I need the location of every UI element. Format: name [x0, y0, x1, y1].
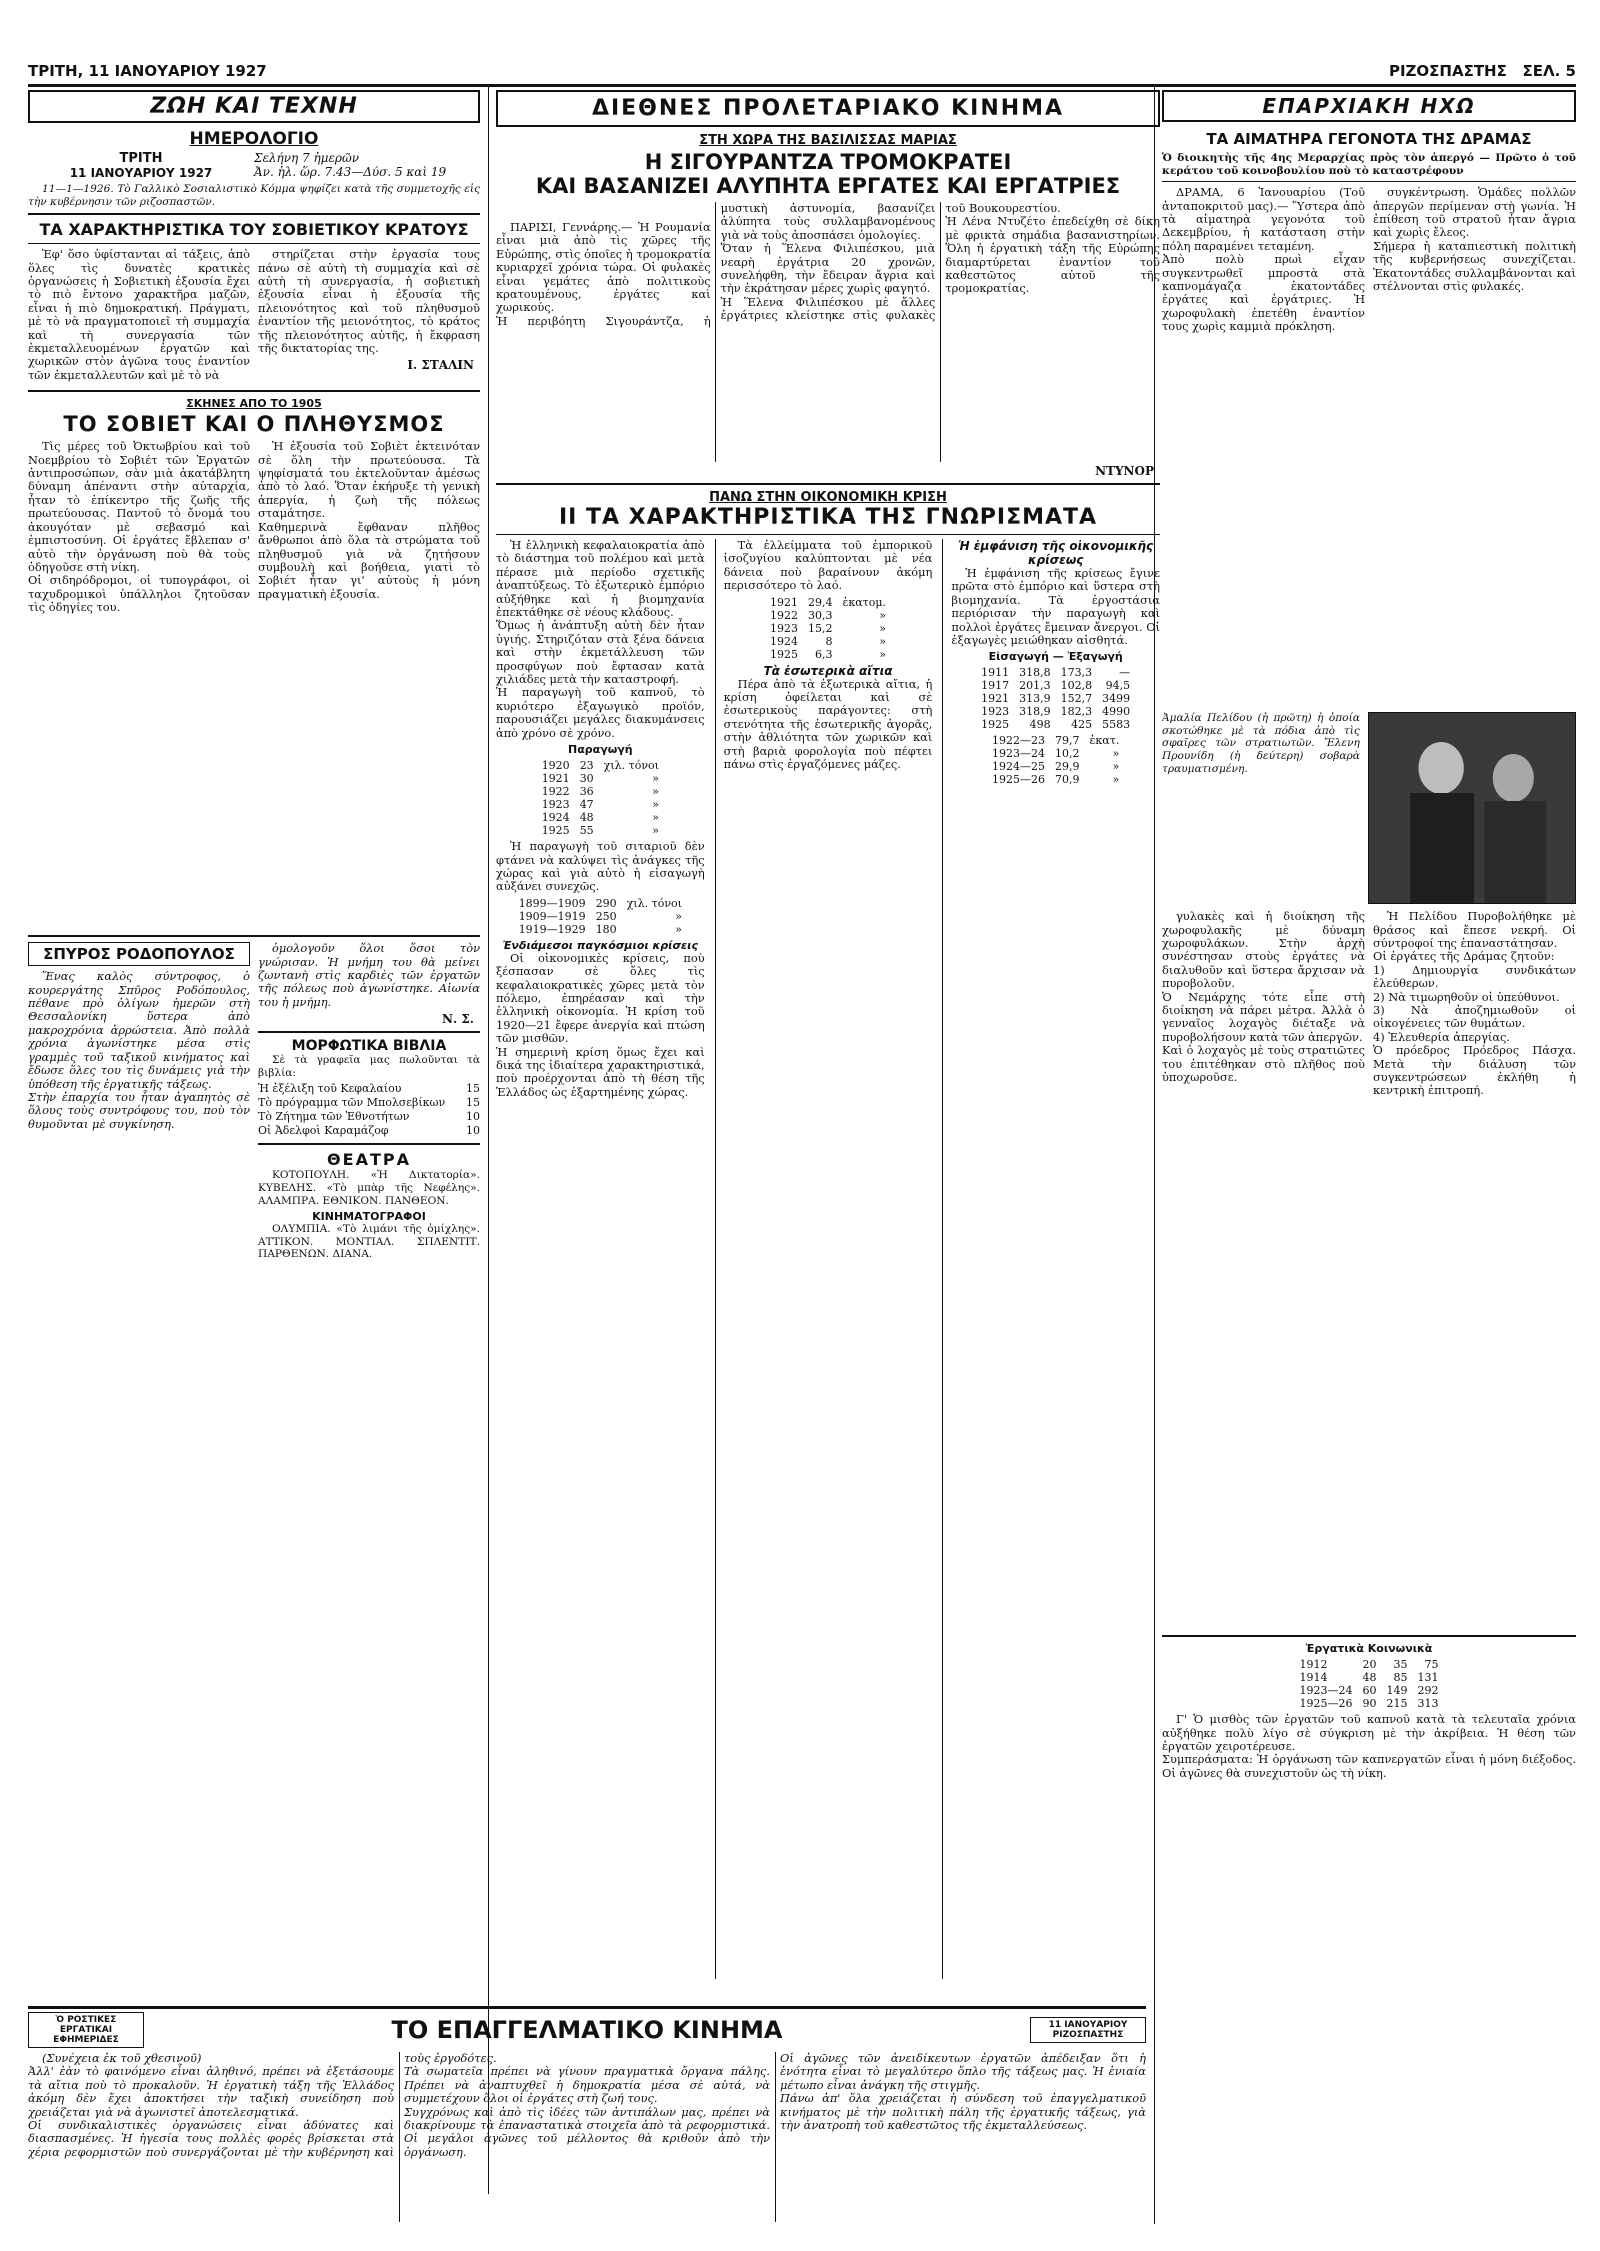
table-cell: 3499 — [1102, 692, 1131, 706]
divider — [258, 1031, 480, 1033]
page-number-header — [1389, 62, 1576, 80]
table-row — [765, 622, 891, 635]
table-row — [765, 609, 891, 622]
sovietpop-kicker: ΣΚΗΝΕΣ ΑΠΟ ΤΟ 1905 — [186, 397, 322, 411]
romania-article — [496, 133, 1160, 478]
table-cell: 1923 — [981, 705, 1010, 719]
table-cell: » — [652, 811, 659, 825]
table-cell: 1923 — [541, 798, 570, 812]
table-cell: 36 — [579, 785, 594, 799]
table1-head: Παραγωγή — [568, 743, 633, 757]
union-text: (Συνέχεια ἐκ τοῦ χθεσινοῦ) Ἀλλ' ἐὰν τὸ φαινόμενο εἶναι ἀληθινό, πρέπει νὰ ἐξετάσουμε τὰ αἴτια ποὺ τὸ προκαλοῦν. Ἡ ἐργατικὴ τάξη τῆς Ἑλλάδος ἀκόμη δὲν ἔχει ἀποκτήσει τὴν ταξικὴ συνείδηση ποὺ χρειάζεται γιὰ νὰ ἀγωνιστεῖ ἀποτελεσματικά. Οἱ συνδικαλιστικὲς ὀργανώσεις εἶναι ἀδύνατες καὶ διασπασμένες. Ἡ ἡγεσία τους πολλὲς φορὲς βρίσκεται στὰ χέρια ρεφορμιστῶν ποὺ συνεργάζονται μὲ τὴν κυβέρνηση καὶ τοὺς ἐργοδότες. Τὰ σωματεῖα πρέπει νὰ γίνουν πραγματικὰ ὄργανα πάλης. Πρέπει νὰ ἀναπτυχθεῖ ἡ δημοκρατία μέσα σὲ αὐτά, νὰ συμμετέχουν ὅλοι οἱ ἐργάτες στὴ ζωή τους. Συγχρόνως καὶ ἀπὸ τὶς ἰδέες τῶν ἀντιπάλων μας, πρέπει νὰ διακρίνουμε τὰ ἐπαναστατικὰ στοιχεῖα ἀπὸ τὰ ρεφορμιστικά. Οἱ μεγάλοι ἀγῶνες τοῦ μέλλοντος θὰ κριθοῦν ἀπὸ τὴν ὀργάνωση. Οἱ ἀγῶνες τῶν ἀνειδίκευτων ἐργατῶν ἀπέδειξαν ὅτι ἡ ἑνότητα εἶναι τὸ μεγαλύτερο ὅπλο τῆς τάξεως μας. Ἡ ἑνιαία μέτωπο εἶναι ἀνάγκη τῆς στιγμῆς. Πάνω ἀπ' ὅλα χρειάζεται ἡ σύνδεση τοῦ ἐπαγγελματικοῦ κινήματος μὲ τὴν πολιτικὴ πάλη τῆς ἐργατικῆς τάξεως, γιὰ τὴν ἀνατροπὴ τοῦ καθεστῶτος τῆς ἐκμεταλλεύσεως. — [28, 2051, 1146, 2159]
table-cell: 29,9 — [1055, 760, 1080, 774]
wages-table — [1295, 1658, 1444, 1710]
table-cell: 1922 — [769, 608, 798, 622]
box-left-label: Ὁ ΡΟΣΤΙΚΕΣ ΕΡΓΑΤΙΚΑΙ ΕΦΗΜΕΡΙΔΕΣ — [28, 2012, 144, 2048]
table-cell: ἑκατομ. — [842, 595, 887, 609]
section-international: ΔΙΕΘΝΕΣ ΠΡΟΛΕΤΑΡΙΑΚΟ ΚΙΝΗΜΑ — [496, 90, 1160, 127]
table-cell: 1925—26 — [1299, 1697, 1353, 1711]
table-cell: 1909—1919 — [518, 909, 586, 923]
romania-body — [496, 202, 1160, 462]
drama-col1: ΔΡΑΜΑ, 6 Ἰανουαρίου (Τοῦ ἀνταποκριτοῦ μας).— Ὕστερα ἀπὸ τὰ αἱματηρὰ γεγονότα τοῦ Δεκεμβρίου, ἡ κατάσταση στὴν πόλη παραμένει τεταμένη. Ἀπὸ πολὺ πρωὶ εἶχαν συγκεντρωθεῖ μπροστὰ στὰ καπνομάγαζα ἑκατοντάδες ἐργάτες καὶ ἐργάτριες. Ἡ χωροφυλακὴ ἐπετέθη ἐναντίον τους χωρὶς καμμιὰ πρόκληση. — [1162, 186, 1365, 334]
table-cell: 1925 — [981, 718, 1010, 732]
table-row — [987, 760, 1124, 773]
table-row — [987, 773, 1124, 786]
theatre-title: ΘΕΑΤΡΑ — [327, 1150, 411, 1170]
book-item: Ἡ ἐξέλιξη τοῦ Κεφαλαίου 15 — [258, 1082, 480, 1096]
table-cell: » — [675, 909, 682, 923]
sovietpop-col1: Τὶς μέρες τοῦ Ὀκτωβρίου καὶ τοῦ Νοεμβρίου τὸ Σοβιέτ τῶν Ἐργατῶν ἀντιπροσώπων, σὰν μιὰ ἀκατάβλητη δύναμη ἀπέναντι στὴν αὐταρχία, ἦταν τὸ ἐπίκεντρο τῆς ζωῆς τῆς πρωτεύουσας. Παντοῦ τὸ ὄνομά του ἀκουγόταν μὲ σεβασμό καὶ ἐμπιστοσύνη. Οἱ ἐργάτες ἔβλεπαν σ' αὐτὸ τὴν ὀργάνωση ποὺ θὰ τοὺς ὁδηγοῦσε στὴ νίκη. Οἱ σιδηρόδρομοι, οἱ τυπογράφοι, οἱ ταχυδρομικοὶ ὑπάλληλοι ζητοῦσαν τὶς ὁδηγίες του. — [28, 440, 250, 615]
crisis-kicker: ΠΑΝΩ ΣΤΗΝ ΟΙΚΟΝΟΜΙΚΗ ΚΡΙΣΗ — [709, 490, 947, 505]
table-cell: » — [1112, 760, 1120, 774]
table-row — [537, 785, 664, 798]
romania-title1: Η ΣΙΓΟΥΡΑΝΤΖΑ ΤΡΟΜΟΚΡΑΤΕΙ — [644, 150, 1012, 174]
book-item: Οἱ Ἀδελφοὶ Καραμάζοφ 10 — [258, 1124, 480, 1138]
victims-photo — [1368, 712, 1576, 904]
production-table — [537, 759, 664, 837]
union-article — [28, 2012, 1146, 2222]
lower-left-block — [28, 942, 480, 1613]
table-cell: 70,9 — [1055, 773, 1080, 787]
cinema-text: ΟΛΥΜΠΙΑ. «Τὸ λιμάνι τῆς ὁμίχλης». ΑΤΤΙΚΟΝ. ΜΟΝΤΙΑΛ. ΣΠΛΕΝΤΙΤ. ΠΑΡΘΕΝΩΝ. ΔΙΑΝΑ. — [258, 1223, 480, 1261]
crisis-title: ΙΙ ΤΑ ΧΑΡΑΚΤΗΡΙΣΤΙΚΑ ΤΗΣ ΓΝΩΡΙΣΜΑΤΑ — [558, 505, 1098, 530]
table-cell: 1925 — [769, 647, 798, 661]
table-cell: 1924—25 — [992, 760, 1046, 774]
crisis-col3 — [942, 539, 1160, 1979]
table-cell: 1925 — [541, 824, 570, 838]
table-cell: 1924 — [541, 811, 570, 825]
table-cell: 1911 — [981, 666, 1010, 680]
subhead-crises: Ἐνδιάμεσοι παγκόσμιοι κρίσεις — [502, 938, 698, 952]
almanac-sun: Ἀν. ἡλ. ὥρ. 7.43—Δύσ. 5 καὶ 19 — [254, 165, 447, 179]
crisis-article — [496, 490, 1160, 1979]
bottom-rule — [28, 2006, 1146, 2009]
table-cell: 1923—24 — [1299, 1684, 1353, 1698]
table-cell: » — [652, 798, 659, 812]
crisis-text3: Οἱ οἰκονομικὲς κρίσεις, ποὺ ξέσπασαν σὲ ὅλες τὶς κεφαλαιοκρατικὲς χῶρες μετὰ τὸν πόλεμο, ἐπηρέασαν καὶ τὴν ἑλληνικὴ οἰκονομία. Ἡ κρίση τοῦ 1920—21 ἔφερε ἀνεργία καὶ πτώση τῶν μισθῶν. Ἡ σημερινὴ κρίση ὅμως ἔχει καὶ δικά της ἰδιαίτερα χαρακτηριστικά, ποὺ προέρχονται ἀπὸ τὴ θέση τῆς Ἑλλάδος ὡς ἐξαρτημένης χώρας. — [496, 950, 705, 1099]
table-row — [537, 772, 664, 785]
wheat-table — [514, 897, 687, 936]
table-cell: 29,4 — [807, 595, 833, 609]
almanac — [28, 129, 480, 208]
table-cell: » — [1112, 747, 1120, 761]
table-cell: 5583 — [1102, 718, 1131, 732]
table-cell: 1924 — [769, 634, 798, 648]
soviet-state-col1: Ἐφ' ὅσο ὑφίστανται αἱ τάξεις, ἀπὸ ὅλες τὶς δυνατὲς κρατικὲς ὀργανώσεις ἡ Σοβιετικὴ ἐξουσία ἔχει τὸ πιὸ ἔντονο χαρακτῆρα μαζῶν, εἶναι ἡ πιὸ δημοκρατική. Πράγματι, μὲ τὸ νὰ πραγματοποιεῖ τὴ συμμαχία καὶ τὴ συνεργασία τῶν ἐκμεταλλευομένων ἐργατῶν καὶ χωρικῶν στὸν ἀγῶνα τους ἐναντίον τῶν ἐκμεταλλευτῶν καὶ μὲ τὸ νὰ — [28, 247, 250, 382]
center-column — [496, 84, 1160, 2004]
table-cell: 85 — [1393, 1671, 1408, 1685]
romania-title2: ΚΑΙ ΒΑΣΑΝΙΖΕΙ ΑΛΥΠΗΤΑ ΕΡΓΑΤΕΣ ΚΑΙ ΕΡΓΑΤΡΙΕΣ — [535, 174, 1121, 198]
almanac-moon: Σελήνη 7 ἡμερῶν — [254, 151, 360, 165]
divider — [258, 1143, 480, 1145]
deficit-table — [987, 734, 1124, 786]
table-cell: 94,5 — [1105, 679, 1131, 693]
rodopoulos-title: ΣΠΥΡΟΣ ΡΟΔΟΠΟΥΛΟΣ — [28, 942, 250, 966]
table-row — [514, 910, 687, 923]
soviet-state-col2: στηρίζεται στὴν ἐργασία τους πάνω σὲ αὐτὴ τὴ συμμαχία καὶ σὲ αὐτὴ τὴ συνεργασία, ἡ σοβιετικὴ ἐξουσία εἶναι ἡ ἐξουσία τῆς πλειονότητος καὶ τοῦ πληθυσμοῦ ἐναντίον τῆς μειονότητος, τὸ κράτος τῆς πλειονότητος αὐτῆς, ἡ ἔκφραση τῆς δικτατορίας της. — [258, 247, 480, 356]
column-rule — [1154, 84, 1155, 2224]
table-cell: 48 — [1362, 1671, 1377, 1685]
drama-col2: συγκέντρωση. Ὁμάδες πολλῶν ἀπεργῶν περίμεναν στὴ γωνία. Ἡ ἐπίθεση τοῦ στρατοῦ ἦταν ἄγρια καὶ χωρὶς ἔλεος. Σήμερα ἡ καταπιεστικὴ πολιτικὴ τῆς κυβερνήσεως συνεχίζεται. Ἐκατοντάδες συλλαμβάνονται καὶ στέλνονται στὶς φυλακές. — [1373, 186, 1576, 294]
signature-stalin: Ι. ΣΤΑΛΙΝ — [407, 358, 474, 373]
issue-date: ΤΡΙΤΗ, 11 ΙΑΝΟΥΑΡΙΟΥ 1927 — [28, 62, 267, 80]
theatre-text: ΚΟΤΟΠΟΥΛΗ. «Ἡ Δικτατορία». ΚΥΒΕΛΗΣ. «Τὸ μπὰρ τῆς Νεφέλης». ΑΛΑΜΠΡΑ. ΕΘΝΙΚΟΝ. ΠΑΝΘΕΟΝ. — [258, 1169, 480, 1207]
table-row — [976, 705, 1135, 718]
table-row — [987, 734, 1124, 747]
photo-block — [1162, 712, 1576, 904]
table-cell: 313,9 — [1019, 692, 1051, 706]
table-cell: 180 — [595, 922, 617, 936]
table-cell: 292 — [1417, 1684, 1439, 1698]
soviet-population-article — [28, 397, 480, 930]
drama-title: ΤΑ ΑΙΜΑΤΗΡΑ ΓΕΓΟΝΟΤΑ ΤΗΣ ΔΡΑΜΑΣ — [1206, 130, 1532, 148]
page-label: ΣΕΛ. 5 — [1522, 62, 1576, 80]
crisis-text4: Πέρα ἀπὸ τὰ ἐξωτερικὰ αἴτια, ἡ κρίση ὀφείλεται καὶ σὲ ἐσωτερικοὺς παράγοντες: στὴ στενότητα τῆς ἐσωτερικῆς ἀγορᾶς, στὴν ἀθλιότητα τῶν χωρικῶν καὶ στὴ βαριὰ φορολογία ποὺ πέφτει πάνω στὶς ἐργαζόμενες μάζες. — [723, 676, 933, 772]
table-cell: 60 — [1362, 1684, 1377, 1698]
rodopoulos-initials: Ν. Σ. — [442, 1012, 474, 1027]
divider — [28, 243, 480, 244]
table-cell: 30,3 — [807, 608, 833, 622]
table-cell: 1923 — [769, 621, 798, 635]
photo-image — [1369, 713, 1575, 903]
section-eparxiaki-ixo: ΕΠΑΡΧΙΑΚΗ ΗΧΩ — [1162, 90, 1576, 122]
emigration-table — [765, 596, 891, 661]
romania-text: ΠΑΡΙΣΙ, Γεννάρης.— Ἡ Ρουμανία εἶναι μιὰ ἀπὸ τὶς χῶρες τῆς Εὐρώπης, στὶς ὁποῖες ἡ τρομοκρατία κυριαρχεῖ χρόνια τώρα. Οἱ φυλακὲς εἶναι γεμάτες ἀπὸ πολιτικοὺς κρατουμένους, ἐργάτες καὶ χωρικούς. Ἡ περιβόητη Σιγουράντζα, ἡ μυστικὴ ἀστυνομία, βασανίζει ἀλύπητα τοὺς συλλαμβανομένους γιὰ νὰ τοὺς ἀποσπάσει ὁμολογίες. Ὅταν ἡ Ἕλενα Φιλιπέσκου, μιὰ νεαρὴ ἐργάτρια 20 χρονῶν, συνελήφθη, τὴν ἔδειραν ἄγρια καὶ τὴν ἐκράτησαν μέρες χωρὶς φαγητό. Ἡ Ἕλενα Φιλιπέσκου μὲ ἄλλες ἐργάτριες κλείστηκε στὶς φυλακὲς τοῦ Βουκουρεστίου. Ἡ Λένα Ντυζέτο ἐπεδείχθη σὲ δίκη μὲ φρικτὰ σημάδια βασανιστηρίων. Ὅλη ἡ ἐργατικὴ τάξη τῆς Εὐρώπης διαμαρτύρεται ἐναντίον τοῦ καθεστῶτος αὐτοῦ τῆς τρομοκρατίας. — [496, 201, 1160, 328]
table-cell: » — [879, 621, 887, 635]
divider — [28, 935, 480, 937]
divider — [28, 213, 480, 215]
books-title: ΜΟΡΦΩΤΙΚΑ ΒΙΒΛΙΑ — [291, 1038, 447, 1055]
table-cell: 15,2 — [807, 621, 833, 635]
table-cell: 201,3 — [1019, 679, 1051, 693]
table-cell: 1899—1909 — [518, 896, 586, 910]
table-cell: 152,7 — [1060, 692, 1093, 706]
almanac-info — [28, 151, 480, 180]
table-cell: 1920 — [541, 759, 570, 773]
table-cell: 149 — [1386, 1684, 1408, 1698]
table-cell: χιλ. τόνοι — [603, 759, 659, 773]
sovietpop-title: ΤΟ ΣΟΒΙΕΤ ΚΑΙ Ο ΠΛΗΘΥΣΜΟΣ — [63, 412, 445, 437]
table-cell: 498 — [1029, 718, 1051, 732]
table-cell: — — [1119, 666, 1131, 680]
table-cell: » — [879, 634, 887, 648]
union-title: ΤΟ ΕΠΑΓΓΕΛΜΑΤΙΚΟ ΚΙΝΗΜΑ — [391, 2016, 783, 2044]
right-column — [1162, 84, 1576, 2224]
crisis-text: Ἡ ἑλληνικὴ κεφαλαιοκρατία ἀπὸ τὸ διάστημα τοῦ πολέμου καὶ μετὰ πέρασε μιὰ περίοδο σχετικῆς ἀναπτύξεως. Τὸ ἐξωτερικὸ ἐμπόριο αὐξήθηκε καὶ ἡ βιομηχανία ἐπεκτάθηκε σὲ νέους κλάδους. Ὅμως ἡ ἀνάπτυξη αὐτὴ δὲν ἦταν ὑγιής. Στηριζόταν στὰ ξένα δάνεια καὶ στὴν ἐκμετάλλευση τῶν προσφύγων ποὺ ἔφτασαν κατὰ χιλιάδες μετὰ τὴν καταστροφή. Ἡ παραγωγὴ τοῦ καπνοῦ, τὸ κυριότερο ἐξαγωγικὸ προϊόν, παρουσιάζει μεγάλες διακυμάνσεις ἀπὸ χρόνο σὲ χρόνο. — [496, 539, 705, 740]
table-cell: » — [652, 785, 659, 799]
divider — [28, 390, 480, 392]
almanac-date: 11 ΙΑΝΟΥΑΡΙΟΥ 1927 — [69, 166, 213, 180]
table-row — [537, 798, 664, 811]
drama-bottom — [1162, 910, 1576, 1630]
books-list — [258, 1082, 480, 1138]
table-cell: 1923—24 — [992, 747, 1046, 761]
table-cell: » — [1112, 773, 1120, 787]
drama-bottom-text: Γ' Ὁ μισθὸς τῶν ἐργατῶν τοῦ καπνοῦ κατὰ τὰ τελευταῖα χρόνια αὐξήθηκε πολὺ λίγο σὲ σύγκριση μὲ τὴν ἀκρίβεια. Ἡ θέση τῶν ἐργατῶν χειροτέρευσε. Συμπεράσματα: Ἡ ὀργάνωση τῶν καπνεργατῶν εἶναι ἡ μόνη διέξοδος. Οἱ ἀγῶνες θὰ συνεχιστοῦν ὡς τὴ νίκη. — [1162, 1712, 1576, 1780]
crisis-text2: Ἡ παραγωγὴ τοῦ σιταριοῦ δὲν φτάνει νὰ καλύψει τὶς ἀνάγκες τῆς χώρας καὶ γιὰ αὐτὸ ἡ εἰσαγωγὴ αὐξάνει συνεχῶς. — [496, 839, 705, 894]
table-row — [976, 718, 1135, 731]
table-cell: » — [879, 647, 887, 661]
left-column — [28, 84, 480, 2174]
table-cell: 30 — [579, 772, 594, 786]
almanac-title: ΗΜΕΡΟΛΟΓΙΟ — [189, 129, 319, 149]
table-cell: 290 — [595, 896, 617, 910]
drama-top — [1162, 186, 1576, 706]
union-body — [28, 2052, 1146, 2222]
table-cell: 1912 — [1299, 1658, 1328, 1672]
table4-head: Εἰσαγωγή — Ἐξαγωγή — [988, 650, 1123, 664]
books-intro: Σὲ τὰ γραφεῖα μας πωλοῦνται τὰ βιβλία: — [258, 1054, 480, 1079]
table-cell: 131 — [1417, 1671, 1439, 1685]
almanac-event: 11—1—1926. Τὸ Γαλλικὸ Σοσιαλιστικὸ Κόμμα ψηφίζει κατὰ τῆς συμμετοχῆς εἰς τὴν κυβέρνησιν τῶν ριζοσπαστῶν. — [28, 183, 480, 208]
table-row — [514, 923, 687, 936]
table-row — [765, 635, 891, 648]
cinema-head: ΚΙΝΗΜΑΤΟΓΡΑΦΟΙ — [312, 1210, 426, 1224]
almanac-day: ΤΡΙΤΗ — [119, 151, 163, 166]
table-cell: 90 — [1362, 1697, 1377, 1711]
table-cell: 10,2 — [1055, 747, 1080, 761]
table-cell: ἑκατ. — [1089, 734, 1120, 748]
table-cell: 6,3 — [814, 647, 833, 661]
wages-table-head: Ἐργατικὰ Κοινωνικὰ — [1305, 1642, 1433, 1656]
section-zoi-kai-texni: ΖΩΗ ΚΑΙ ΤΕΧΝΗ — [28, 90, 480, 123]
drama-col4: Ἡ Πελίδου Πυροβολήθηκε μὲ θράσος καὶ ἔπεσε νεκρή. Οἱ σύντροφοί της ἐπαναστάτησαν. Οἱ ἐργάτες τῆς Δράμας ζητοῦν: 1) Δημιουργία συνδικάτων ἐλεύθερων. 2) Νὰ τιμωρηθοῦν οἱ ὑπεύθυνοι. 3) Νὰ ἀποζημιωθοῦν οἱ οἰκογένειες τῶν θυμάτων. 4) Ἐλευθερία ἀπεργίας. Ὁ πρόεδρος Πρόεδρος Πάσχα. Μετὰ τὴν διάλυση τῶν συγκεντρώσεων ἐκλήθη ἡ κεντρικὴ ἐπιτροπή. — [1373, 910, 1576, 1098]
table-row — [1295, 1658, 1444, 1671]
table-cell: » — [675, 922, 682, 936]
photo-caption: Ἀμαλία Πελίδου (ἡ πρῶτη) ἡ ὁποία σκοτώθηκε μὲ τὰ πόδια ἀπὸ τὶς σφαῖρες τῶν στρατιωτῶν. Ἔλενη Προυνίδη (ἡ δεύτερη) σοβαρὰ τραυματισμένη. — [1162, 712, 1360, 775]
table-row — [537, 811, 664, 824]
divider — [1162, 1635, 1576, 1637]
table-cell: 1922—23 — [992, 734, 1046, 748]
table-row — [1295, 1697, 1444, 1710]
soviet-state-article — [28, 220, 480, 385]
table-cell: » — [879, 608, 887, 622]
signature-ntynor: ΝΤΥΝΟΡ — [1095, 464, 1154, 478]
table-cell: 1914 — [1299, 1671, 1328, 1685]
table-row — [1295, 1684, 1444, 1697]
crisis-col2 — [715, 539, 933, 1979]
trade-table — [976, 666, 1135, 731]
subhead-internal: Τὰ ἐσωτερικὰ αἴτια — [763, 663, 893, 678]
table-cell: 4990 — [1102, 705, 1131, 719]
table-cell: 102,8 — [1060, 679, 1093, 693]
rodopoulos-continuation: ὁμολογοῦν ὅλοι ὅσοι τὸν γνώρισαν. Ἡ μνήμη του θὰ μείνει ζωντανὴ στὶς καρδιὲς τῶν ἐργατῶν τῆς πόλεως ποὺ ἀγωνίστηκε. Αἰωνία του ἡ μνήμη. — [258, 941, 480, 1009]
books-and-theatre — [258, 942, 480, 1613]
rodopoulos-text: Ἕνας καλὸς σύντροφος, ὁ κουρεργάτης Σπῦρος Ροδόπουλος, πέθανε πρὸ ὀλίγων ἡμερῶν στὴ Θεσσαλονίκη ὕστερα ἀπὸ μακροχρόνια ἀρρώστεια. Ἀπὸ πολλὰ χρόνια ἀγωνίστηκε μέσα στὶς γραμμὲς τοῦ ταξικοῦ κινήματος καὶ ἔδωσε ὅλες του τὶς δυνάμεις γιὰ τὴν ὑπόθεση τῆς ἐργατικῆς τάξεως. Στὴν ἐπαρχία του ἦταν ἀγαπητὸς σὲ ὅλους τοὺς συντρόφους του, ποὺ τὸν θυμοῦνται μὲ συγκίνηση. — [28, 970, 250, 1131]
drama-col3: γυλακὲς καὶ ἡ διοίκηση τῆς χωροφυλακῆς μὲ δύναμη χωροφυλάκων. Στὴν ἀρχὴ συνέστησαν στοὺς ἐργάτες νὰ διαλυθοῦν καὶ ὕστερα ἄρχισαν νὰ πυροβολοῦν. Ὁ Νεμάρχης τότε εἶπε στὴ διοίκηση νὰ πάρει μέτρα. Ἀλλὰ ὁ γενναῖος λοχαγὸς διέταξε νὰ πυροβολήσουν κατὰ τῶν ἀπεργῶν. Καὶ ὁ λοχαγὸς μὲ τοὺς στρατιῶτες του ἐπιτέθηκαν στὸ πλῆθος ποὺ ὑποχωροῦσε. — [1162, 910, 1365, 1085]
table-cell: 215 — [1386, 1697, 1408, 1711]
table-row — [537, 759, 664, 772]
crisis-text3b: Τὰ ἐλλείμματα τοῦ ἐμπορικοῦ ἰσοζυγίου καλύπτονται μὲ νέα δάνεια ποὺ βαραίνουν ἀκόμη περισσότερο τὸ λαό. — [723, 539, 933, 593]
table-cell: 75 — [1424, 1658, 1439, 1672]
table-row — [976, 692, 1135, 705]
sovietpop-col2: Ἡ ἐξουσία τοῦ Σοβιὲτ ἐκτεινόταν σὲ ὅλη τὴν πρωτεύουσα. Τὰ ψηφίσματά του ἐκτελοῦνταν ἀμέσως ἀπὸ τὸ λαό. Ὅταν ἐκήρυξε τὴ γενικὴ ἀπεργία, ἡ ζωὴ τῆς πόλεως σταμάτησε. Καθημερινὰ ἔφθαναν πλῆθος ἄνθρωποι ἀπὸ ὅλα τὰ στρώματα τοῦ πληθυσμοῦ γιὰ νὰ ζητήσουν συμβουλὴ καὶ βοήθεια, γιατὶ τὸ Σοβιέτ ἦταν γι' αὐτοὺς ἡ μόνη πραγματικὴ ἐξουσία. — [258, 440, 480, 601]
table-cell: 318,9 — [1019, 705, 1051, 719]
book-item: Τὸ Ζήτημα τῶν Ἐθνοτήτων 10 — [258, 1110, 480, 1124]
subhead-appearance: Ἡ ἐμφάνιση τῆς οἰκονομικῆς κρίσεως — [958, 539, 1154, 567]
table-row — [514, 897, 687, 910]
table-cell: 318,8 — [1019, 666, 1051, 680]
table-row — [976, 666, 1135, 679]
table-row — [1295, 1671, 1444, 1684]
drama-subtitle: Ὁ διοικητὴς τῆς 4ης Μεραρχίας πρὸς τὸν ἀπεργό — Πρῶτο ὁ τοῦ κεράτου τοῦ κοινοβουλίου ποὺ τὸ καταστρέφουν — [1162, 152, 1576, 177]
divider — [496, 534, 1160, 535]
running-header — [28, 62, 1576, 84]
table-cell: 1917 — [981, 679, 1010, 693]
table-cell: » — [652, 772, 659, 786]
table-cell: 313 — [1417, 1697, 1439, 1711]
rodopoulos-article — [28, 942, 250, 1613]
crisis-text5: Ἡ ἐμφάνιση τῆς κρίσεως ἔγινε πρῶτα στὸ ἐμπόριο καὶ ὕστερα στὴ βιομηχανία. Τὰ ἐργοστάσια περιόρισαν τὴν παραγωγὴ καὶ πολλοὶ ἐργάτες ἔμειναν ἄνεργοι. Οἱ ἐξαγωγὲς μειώθηκαν αἰσθητά. — [951, 566, 1160, 648]
table-cell: 79,7 — [1055, 734, 1080, 748]
table-cell: 1921 — [981, 692, 1010, 706]
table-cell: 425 — [1071, 718, 1093, 732]
romania-kicker: ΣΤΗ ΧΩΡΑ ΤΗΣ ΒΑΣΙΛΙΣΣΑΣ ΜΑΡΙΑΣ — [699, 133, 957, 148]
table-cell: 1919—1929 — [518, 922, 586, 936]
table-row — [765, 648, 891, 661]
table-cell: χιλ. τόνοι — [626, 896, 682, 910]
table-cell: 20 — [1362, 1658, 1377, 1672]
table-cell: 182,3 — [1060, 705, 1093, 719]
table-cell: 250 — [595, 909, 617, 923]
table-cell: 1925—26 — [992, 773, 1046, 787]
table-cell: 1922 — [541, 785, 570, 799]
table-row — [976, 679, 1135, 692]
divider — [496, 483, 1160, 485]
book-item: Τὸ πρόγραμμα τῶν Μπολσεβίκων 15 — [258, 1096, 480, 1110]
table-cell: 55 — [579, 824, 594, 838]
table-row — [987, 747, 1124, 760]
table-row — [537, 824, 664, 837]
crisis-col1 — [496, 539, 705, 1979]
table-cell: 173,3 — [1060, 666, 1093, 680]
table-cell: 1921 — [769, 595, 798, 609]
divider — [1162, 181, 1576, 182]
soviet-state-title: ΤΑ ΧΑΡΑΚΤΗΡΙΣΤΙΚΑ ΤΟΥ ΣΟΒΙΕΤΙΚΟΥ ΚΡΑΤΟΥΣ — [39, 220, 469, 240]
table-cell: » — [652, 824, 659, 838]
table-row — [765, 596, 891, 609]
column-rule — [488, 84, 489, 2194]
box-right-label: 11 ΙΑΝΟΥΑΡΙΟΥ ΡΙΖΟΣΠΑΣΤΗΣ — [1030, 2017, 1146, 2043]
table-cell: 23 — [579, 759, 594, 773]
paper-name: ΡΙΖΟΣΠΑΣΤΗΣ — [1388, 62, 1507, 80]
crisis-body — [496, 539, 1160, 1979]
table-cell: 35 — [1393, 1658, 1408, 1672]
table-cell: 47 — [579, 798, 594, 812]
table-cell: 1921 — [541, 772, 570, 786]
table-cell: 48 — [579, 811, 594, 825]
table-cell: 8 — [825, 634, 833, 648]
